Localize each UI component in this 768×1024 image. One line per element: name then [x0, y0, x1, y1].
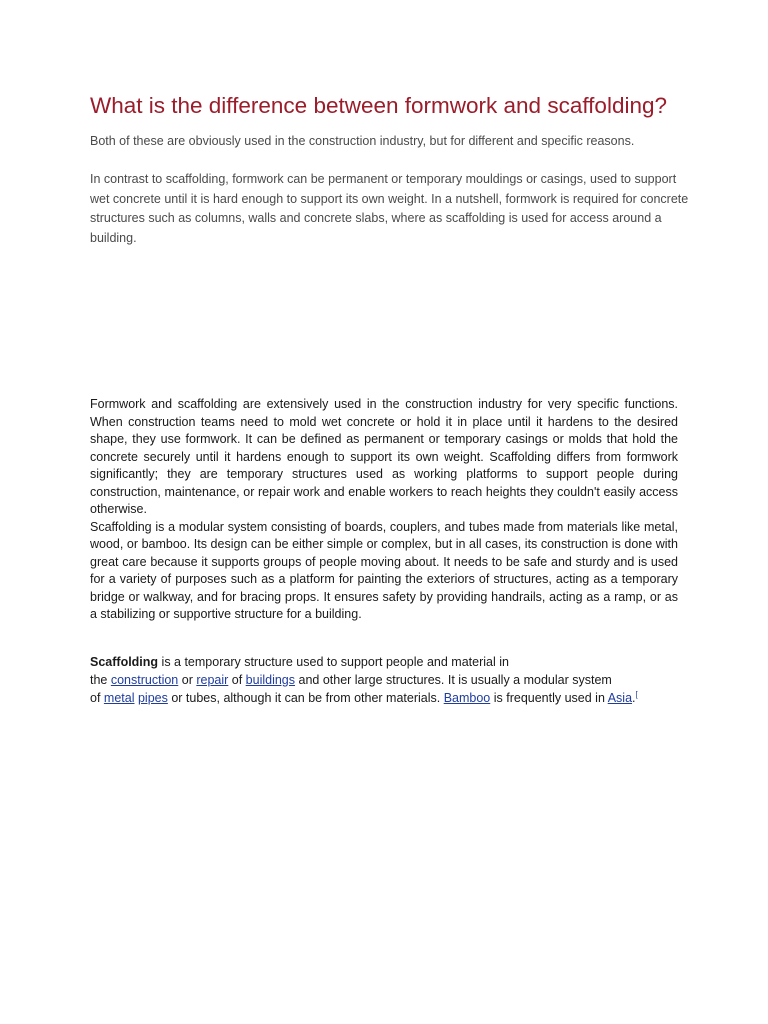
reference-mark[interactable]: [	[635, 689, 638, 699]
link-construction[interactable]: construction	[110, 673, 179, 687]
link-repair[interactable]: repair	[196, 673, 229, 687]
definition-text: or tubes, although it can be from other materials.	[167, 691, 444, 705]
page-title: What is the difference between formwork and scaffolding?	[90, 93, 667, 118]
link-metal[interactable]: metal	[103, 691, 135, 705]
definition-line-3	[90, 689, 690, 707]
link-asia[interactable]: Asia	[607, 691, 633, 705]
intro-paragraph-2: In contrast to scaffolding, formwork can be permanent or temporary mouldings or casings, used to support wet concrete until it is hard enough to support its own weight. In a nutshell, formwork is required for concrete structures such as columns, walls and concrete slabs, where as scaffolding is used for access around a building.	[90, 172, 689, 245]
body-section	[90, 396, 678, 624]
link-bamboo[interactable]: Bamboo	[443, 691, 491, 705]
definition-section	[90, 653, 690, 707]
link-pipes[interactable]: pipes	[137, 691, 168, 705]
definition-text: of	[228, 673, 246, 687]
body-paragraph-2: Scaffolding is a modular system consisting of boards, couplers, and tubes made from materials like metal, wood, or bamboo. Its design can be either simple or complex, but in all cases, its construction is done with great care because it supports groups of people moving about. It needs to be safe and sturdy and is used for a variety of purposes such as a platform for painting the exteriors of structures, acting as a temporary bridge or walkway, and for bracing props. It ensures safety by providing handrails, acting as a ramp, or as a stabilizing or supportive structure for a building.	[90, 519, 678, 621]
definition-text: and other large structures. It is usually a modular system	[295, 673, 612, 687]
definition-text: .	[632, 691, 636, 705]
definition-text: is frequently used in	[490, 691, 608, 705]
link-buildings[interactable]: buildings	[245, 673, 296, 687]
intro-paragraph-1: Both of these are obviously used in the construction industry, but for different and specific reasons.	[90, 134, 635, 148]
definition-text: the	[90, 673, 111, 687]
body-paragraph-1: Formwork and scaffolding are extensively used in the construction industry for very specific functions. When construction teams need to mold wet concrete or hold it in place until it hardens to the desired shape, they use formwork. It can be defined as permanent or temporary casings or molds that hold the concrete securely until it hardens enough to support its own weight. Scaffolding differs from formwork significantly; they are temporary structures used as working platforms to support people during construction, maintenance, or repair work and enable workers to reach heights they couldn't easily access otherwise.	[90, 397, 678, 516]
definition-term: Scaffolding	[90, 655, 159, 669]
definition-text: or	[178, 673, 197, 687]
definition-line-2	[90, 671, 690, 689]
definition-line-1	[90, 653, 690, 671]
definition-text: of	[90, 691, 104, 705]
definition-text: is a temporary structure used to support people and material in	[158, 655, 509, 669]
